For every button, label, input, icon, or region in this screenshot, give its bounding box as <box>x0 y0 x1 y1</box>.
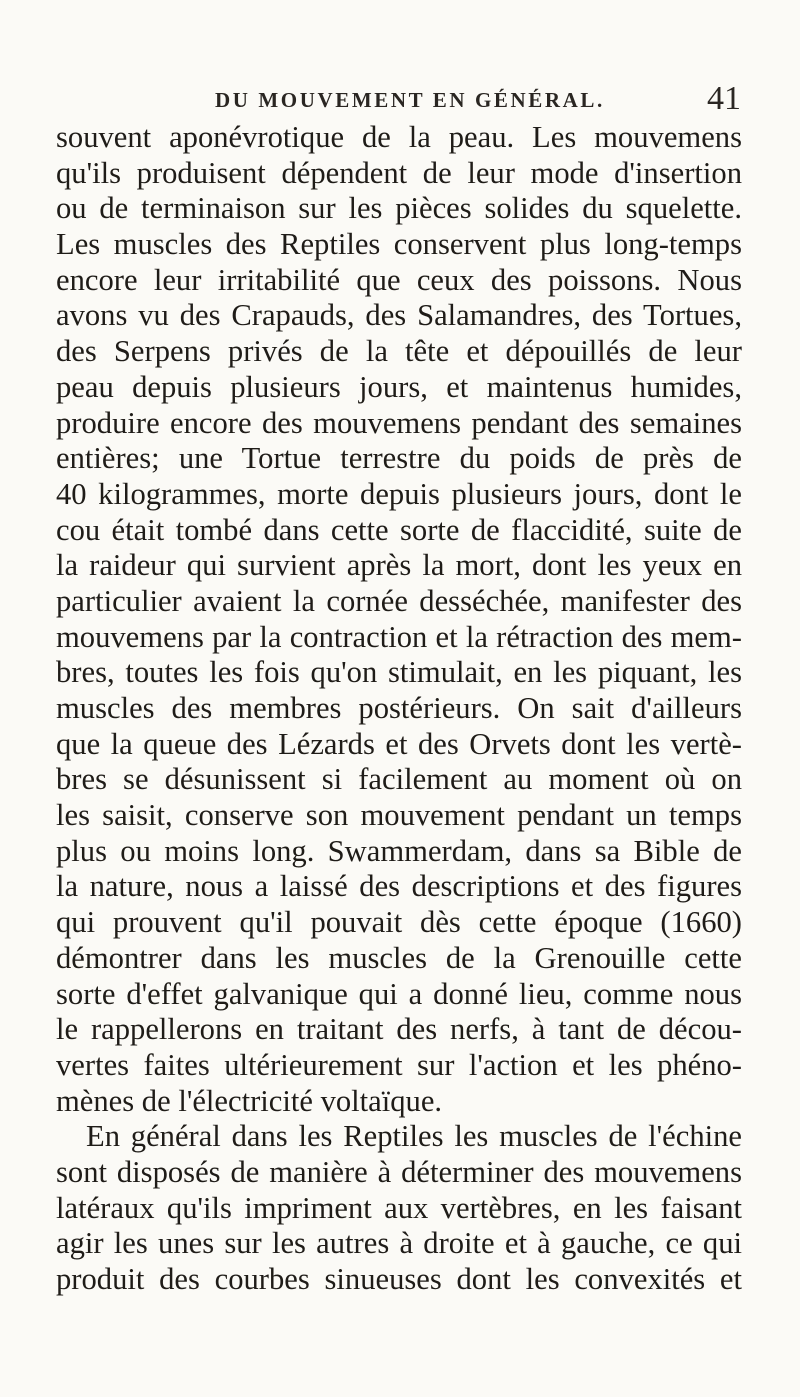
text-line: des Serpens privés de la tête et dépouillés de leur <box>56 334 742 369</box>
text-line: la raideur qui survient après la mort, dont les yeux en <box>56 548 742 583</box>
text-line: cou était tombé dans cette sorte de flaccidité, suite de <box>56 512 742 547</box>
text-line: ou de terminaison sur les pièces solides du squelette. <box>56 191 742 226</box>
text-line: qu'ils produisent dépendent de leur mode d'insertion <box>56 155 742 190</box>
text-line: Les muscles des Reptiles conservent plus long-temps <box>56 227 742 262</box>
text-line: produit des courbes sinueuses dont les convexités et <box>56 1262 742 1296</box>
text-line: muscles des membres postérieurs. On sait d'ailleurs <box>56 691 742 725</box>
paragraph-last-line: mènes de l'électricité voltaïque. <box>56 1083 443 1118</box>
text-line: latéraux qu'ils impriment aux vertèbres, en les faisant <box>56 1190 742 1225</box>
text-line: sorte d'effet galvanique qui a donné lieu, comme nous <box>56 976 742 1011</box>
text-line: particulier avaient la cornée desséchée, manifester des <box>56 583 742 618</box>
text-line: souvent aponévrotique de la peau. Les mouvemens <box>56 120 742 154</box>
text-line: que la queue des Lézards et des Orvets dont les vertè- <box>56 726 742 761</box>
running-title: DU MOUVEMENT EN GÉNÉRAL. <box>215 88 605 112</box>
text-line: avons vu des Crapauds, des Salamandres, des Tortues, <box>56 298 742 333</box>
text-line: la nature, nous a laissé des descriptions et des figures <box>56 869 742 904</box>
text-line: encore leur irritabilité que ceux des poissons. Nous <box>56 262 742 297</box>
page-number: 41 <box>707 80 741 117</box>
text-line: 40 kilogrammes, morte depuis plusieurs jours, dont le <box>56 476 742 511</box>
text-line: mouvemens par la contraction et la rétraction des mem- <box>56 619 742 654</box>
text-line: démontrer dans les muscles de la Grenouille cette <box>56 940 742 975</box>
text-line: bres, toutes les fois qu'on stimulait, en les piquant, les <box>56 655 742 690</box>
text-line: le rappellerons en traitant des nerfs, à tant de décou- <box>56 1012 742 1047</box>
text-line: entières; une Tortue terrestre du poids de près de <box>56 441 742 476</box>
text-line: vertes faites ultérieurement sur l'action et les phéno- <box>56 1047 742 1082</box>
paragraph-first-line: En général dans les Reptiles les muscles de l'échine <box>86 1119 742 1154</box>
text-line: peau depuis plusieurs jours, et maintenus humides, <box>56 369 742 404</box>
body-text <box>56 120 742 1298</box>
text-line: sont disposés de manière à déterminer des mouvemens <box>56 1154 742 1189</box>
running-head <box>0 80 800 120</box>
text-line: agir les unes sur les autres à droite et à gauche, ce qui <box>56 1226 742 1261</box>
text-line: bres se désunissent si facilement au moment où on <box>56 762 742 797</box>
text-line: produire encore des mouvemens pendant des semaines <box>56 405 742 440</box>
text-line: les saisit, conserve son mouvement pendant un temps <box>56 798 742 833</box>
text-line: plus ou moins long. Swammerdam, dans sa Bible de <box>56 833 742 868</box>
text-line: qui prouvent qu'il pouvait dès cette époque (1660) <box>56 905 742 940</box>
